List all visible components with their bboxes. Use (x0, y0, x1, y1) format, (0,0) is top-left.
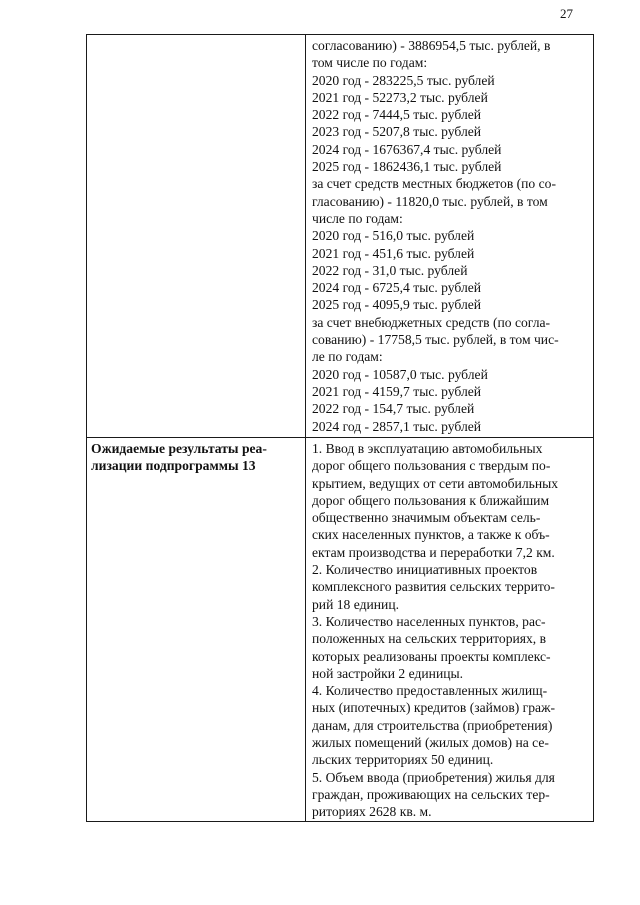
financing-line: том числе по годам: (312, 55, 428, 71)
results-line: ских населенных пунктов, а также к объ- (312, 527, 550, 543)
financing-line: согласованию) - 3886954,5 тыс. рублей, в (312, 38, 551, 53)
results-line: ных (ипотечных) кредитов (займов) граж- (312, 700, 555, 716)
financing-line: 2020 год - 516,0 тыс. рублей (312, 228, 475, 244)
financing-line: 2022 год - 31,0 тыс. рублей (312, 262, 468, 278)
results-line: дорог общего пользования с твердым по- (312, 458, 551, 474)
financing-line: 2024 год - 2857,1 тыс. рублей (312, 418, 482, 434)
results-line: крытием, ведущих от сети автомобильных (312, 475, 559, 491)
results-label-line: лизации подпрограммы 13 (91, 458, 256, 474)
financing-line: за счет внебюджетных средств (по согла- (312, 314, 551, 330)
results-line: данам, для строительства (приобретения) (312, 717, 553, 733)
results-line: 4. Количество предоставленных жилищ- (312, 683, 548, 699)
financing-line: гласованию) - 11820,0 тыс. рублей, в том (312, 193, 548, 209)
results-line: положенных на сельских территориях, в (312, 631, 547, 647)
financing-line: сованию) - 17758,5 тыс. рублей, в том чис- (312, 332, 559, 348)
financing-line: 2025 год - 4095,9 тыс. рублей (312, 297, 482, 313)
page-number: 27 (560, 6, 573, 21)
financing-label-cell (87, 35, 306, 438)
financing-text (312, 37, 589, 435)
financing-line: 2024 год - 1676367,4 тыс. рублей (312, 141, 502, 157)
results-line: ектам производства и переработки 7,2 км. (312, 544, 555, 560)
financing-line: ле по годам: (312, 349, 383, 365)
results-line: риториях 2628 кв. м. (312, 804, 432, 820)
financing-line: 2022 год - 7444,5 тыс. рублей (312, 107, 482, 123)
financing-line: 2024 год - 6725,4 тыс. рублей (312, 280, 482, 296)
financing-line: 2023 год - 5207,8 тыс. рублей (312, 124, 482, 140)
results-label-line: Ожидаемые результаты реа- (91, 441, 267, 456)
results-label-cell (87, 438, 306, 822)
results-text (312, 440, 589, 821)
financing-value-cell (306, 35, 594, 438)
financing-line: 2025 год - 1862436,1 тыс. рублей (312, 159, 502, 175)
results-line: общественно значимым объектам сель- (312, 510, 541, 526)
results-line: комплексного развития сельских террито- (312, 579, 555, 595)
financing-line: 2021 год - 451,6 тыс. рублей (312, 245, 475, 261)
financing-line: за счет средств местных бюджетов (по со- (312, 176, 556, 192)
financing-line: числе по годам: (312, 210, 403, 226)
passport-table (86, 34, 594, 822)
financing-line: 2022 год - 154,7 тыс. рублей (312, 401, 475, 417)
financing-line: 2020 год - 10587,0 тыс. рублей (312, 366, 488, 382)
results-line: 2. Количество инициативных проектов (312, 562, 538, 578)
results-line: рий 18 единиц. (312, 596, 400, 612)
results-line: которых реализованы проекты комплекс- (312, 648, 551, 664)
results-line: льских территориях 50 единиц. (312, 752, 494, 768)
financing-line: 2020 год - 283225,5 тыс. рублей (312, 72, 495, 88)
results-line: ной застройки 2 единицы. (312, 665, 464, 681)
results-line: 1. Ввод в эксплуатацию автомобильных (312, 441, 543, 456)
results-row (87, 438, 594, 822)
results-line: дорог общего пользования к ближайшим (312, 492, 550, 508)
financing-row (87, 35, 594, 438)
results-line: 3. Количество населенных пунктов, рас- (312, 613, 546, 629)
results-value-cell (306, 438, 594, 822)
financing-line: 2021 год - 4159,7 тыс. рублей (312, 383, 482, 399)
results-line: 5. Объем ввода (приобретения) жилья для (312, 769, 555, 785)
financing-line: 2021 год - 52273,2 тыс. рублей (312, 89, 488, 105)
results-line: граждан, проживающих на сельских тер- (312, 786, 550, 802)
results-line: жилых помещений (жилых домов) на се- (312, 735, 549, 751)
